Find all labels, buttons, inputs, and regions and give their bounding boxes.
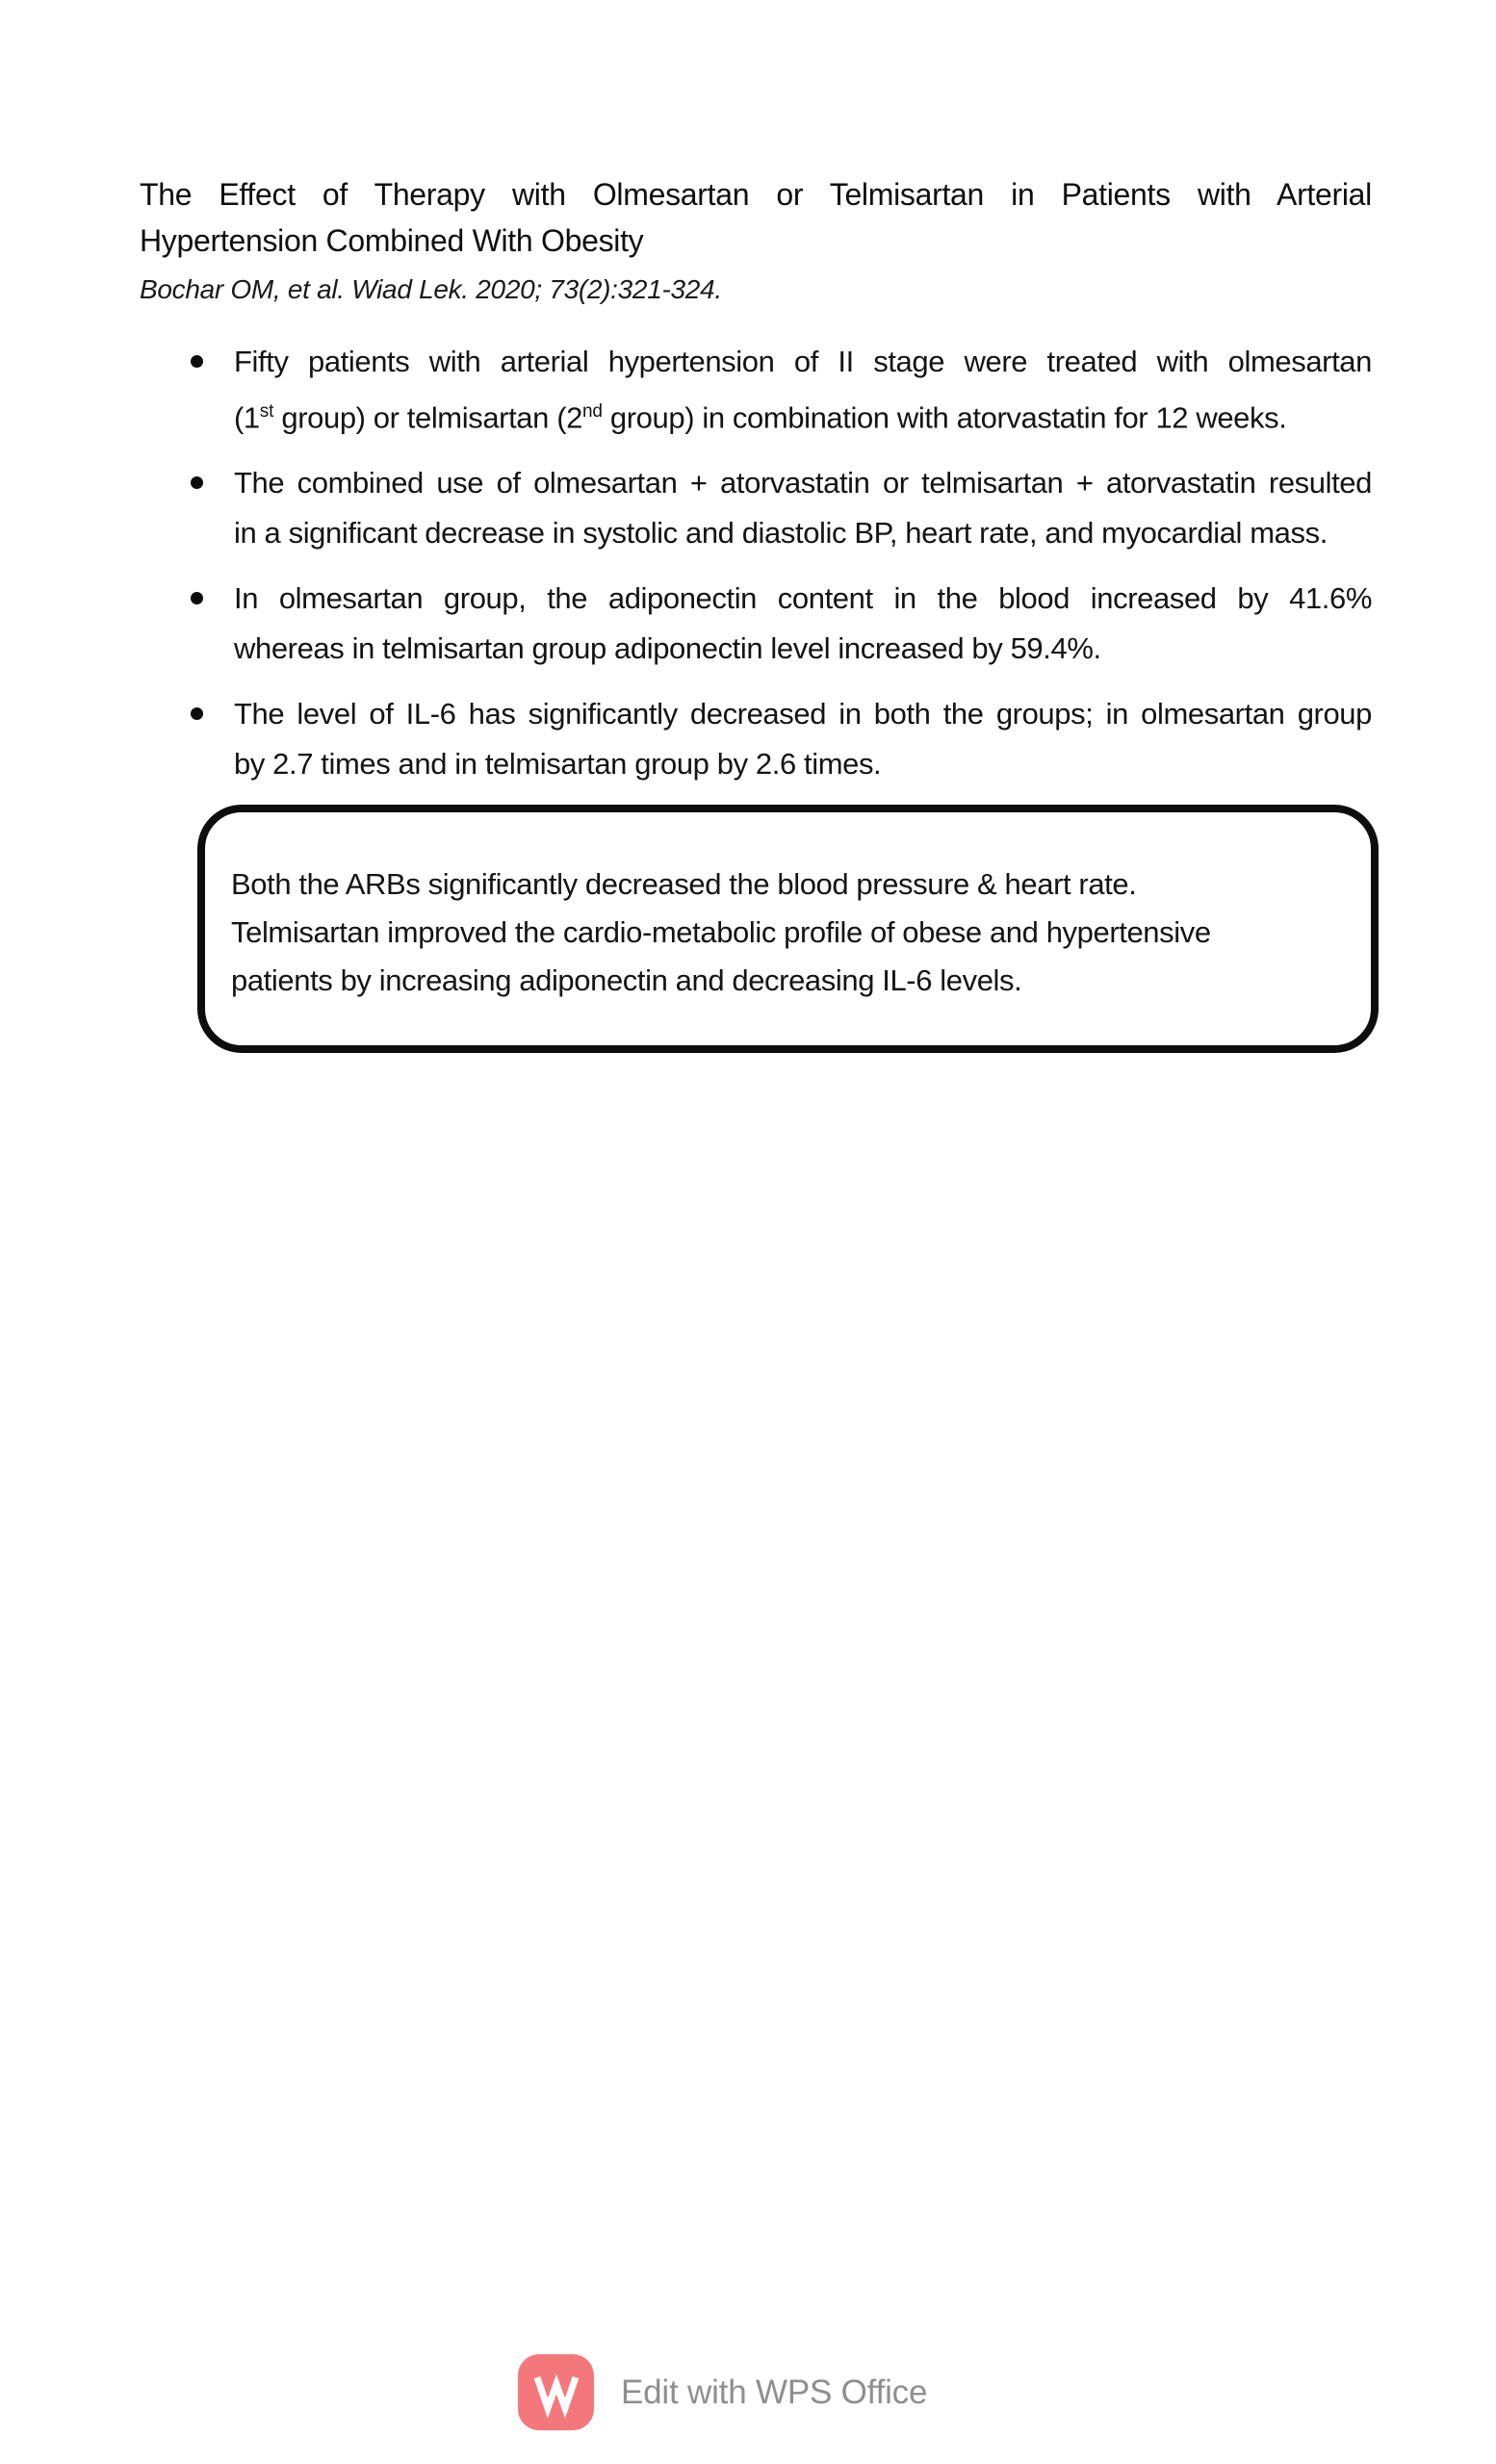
edit-with-wps-label[interactable]: Edit with WPS Office bbox=[621, 2373, 928, 2411]
wps-w-glyph bbox=[518, 2354, 594, 2430]
bullet-icon bbox=[191, 476, 203, 489]
summary-line-2: Telmisartan improved the cardio-metabolic profile of obese and hypertensive bbox=[231, 915, 1211, 950]
summary-line-1: Both the ARBs significantly decreased the blood pressure & heart rate. bbox=[231, 867, 1137, 902]
list-item bbox=[234, 337, 1372, 443]
ordinal-superscript: st bbox=[259, 401, 274, 422]
bullet2-line-1: The combined use of olmesartan + atorvastatin or telmisartan + atorvastatin resulted bbox=[234, 466, 1372, 500]
bullet4-line-2: by 2.7 times and in telmisartan group by 2.6 times. bbox=[234, 747, 882, 782]
bullet3-line-1: In olmesartan group, the adiponectin content in the blood increased by 41.6% bbox=[234, 581, 1372, 616]
list-item bbox=[234, 574, 1372, 674]
bullet1-line2-segment: group) in combination with atorvastatin for 12 weeks. bbox=[602, 400, 1287, 435]
list-item bbox=[234, 458, 1372, 558]
citation-text: Bochar OM, et al. Wiad Lek. 2020; 73(2):321-324. bbox=[140, 274, 722, 304]
bullet1-line-1: Fifty patients with arterial hypertension of II stage were treated with olmesartan bbox=[234, 345, 1372, 378]
title-line-2: Hypertension Combined With Obesity bbox=[140, 223, 644, 258]
ordinal-superscript: nd bbox=[581, 401, 603, 422]
summary-line-3: patients by increasing adiponectin and decreasing IL-6 levels. bbox=[231, 963, 1022, 998]
bullet1-line2-segment: (1 bbox=[234, 400, 260, 435]
title-line-1: The Effect of Therapy with Olmesartan or Telmisartan in Patients with Arterial bbox=[140, 177, 1372, 212]
bullet-list bbox=[140, 337, 1372, 789]
bullet3-line-2: whereas in telmisartan group adiponectin level increased by 59.4%. bbox=[234, 631, 1101, 666]
wps-office-logo-icon[interactable] bbox=[518, 2354, 594, 2430]
bullet1-line2-segment: group) or telmisartan (2 bbox=[273, 400, 582, 435]
bullet2-line-2: in a significant decrease in systolic and diastolic BP, heart rate, and myocardial mass. bbox=[234, 516, 1328, 551]
list-item bbox=[234, 689, 1372, 789]
bullet4-line-1: The level of IL-6 has significantly decreased in both the groups; in olmesartan group bbox=[234, 697, 1372, 732]
bullet-icon bbox=[191, 592, 203, 604]
page-title bbox=[140, 171, 1372, 264]
document-content bbox=[140, 171, 1372, 1053]
edit-with-wps-button[interactable] bbox=[518, 2354, 927, 2430]
summary-callout-box bbox=[197, 805, 1379, 1053]
bullet-icon bbox=[191, 707, 203, 720]
bullet1-line-2 bbox=[234, 387, 1372, 443]
bullet-icon bbox=[191, 355, 203, 368]
